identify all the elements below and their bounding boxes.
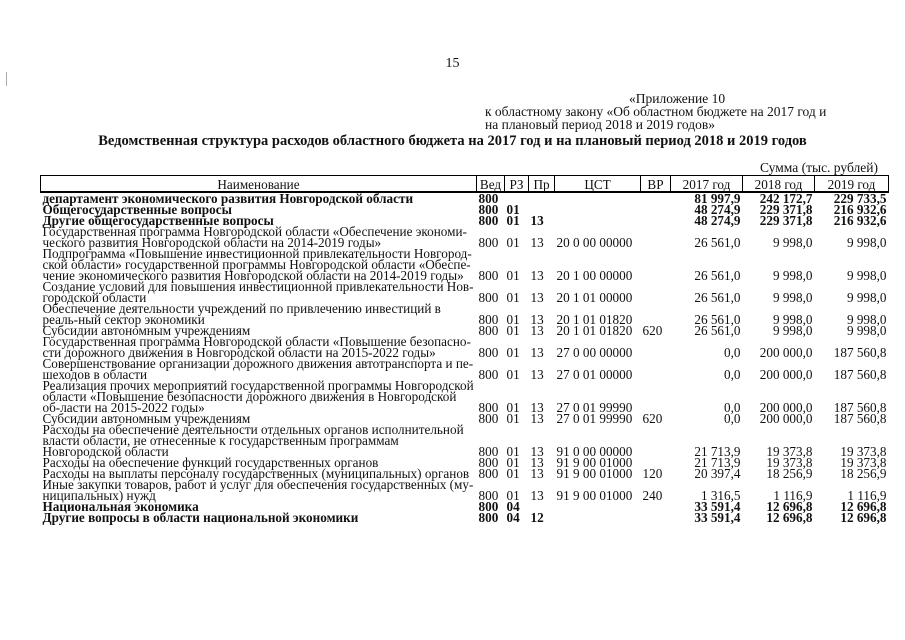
- cell-amount-2017: 33 591,4: [694, 510, 741, 525]
- cell-amount-2019: 9 998,0: [846, 312, 887, 327]
- cell-amount-2017: 26 561,0: [694, 268, 741, 283]
- cell-amount-2017: 48 274,9: [694, 213, 741, 228]
- cell-cst: 27 0 01 99990: [556, 411, 633, 426]
- cell-amount-2018: 9 998,0: [772, 312, 813, 327]
- cell-vr: [641, 248, 671, 281]
- cell-amount-2019: 1 116,9: [847, 488, 887, 503]
- cell-pr: 13: [530, 400, 544, 415]
- cell-pr: 13: [530, 367, 544, 382]
- cell-amount-2018: 1 116,9: [773, 488, 813, 503]
- cell-rz: 01: [506, 400, 520, 415]
- cell-cst: [555, 192, 641, 204]
- cell-amount-2018: 9 998,0: [772, 268, 813, 283]
- cell-cst: 27 0 01 00000: [556, 367, 633, 382]
- cell-amount-2017: 26 561,0: [694, 312, 741, 327]
- cell-ved: 800: [478, 466, 499, 481]
- table-row: [41, 226, 889, 248]
- cell-name: Обеспечение деятельности учреждений по привлечению инвестиций в реаль-ный сектор экономики: [42, 301, 441, 327]
- cell-pr: 13: [530, 213, 544, 228]
- cell-amount-2018: 12 696,8: [766, 510, 813, 525]
- cell-amount-2019: 18 256,9: [840, 466, 887, 481]
- page-number: 15: [445, 56, 460, 71]
- cell-name: департамент экономического развития Новгородской области: [42, 191, 414, 206]
- cell-amount-2018: 18 256,9: [766, 466, 813, 481]
- document-title: Ведомственная структура расходов областного бюджета на 2017 год и на плановый период 2018 и 2019 годов: [98, 133, 807, 149]
- cell-vr: [641, 281, 671, 303]
- cell-pr: 13: [530, 268, 544, 283]
- cell-amount-2017: 48 274,9: [694, 202, 741, 217]
- cell-name: Другие вопросы в области национальной экономики: [42, 510, 359, 525]
- cell-name: Субсидии автономным учреждениям: [42, 411, 251, 426]
- cell-amount-2019: 9 998,0: [846, 268, 887, 283]
- cell-amount-2018: 229 371,8: [759, 213, 813, 228]
- cell-pr: 13: [530, 312, 544, 327]
- cell-pr: 13: [530, 345, 544, 360]
- cell-amount-2018: 19 373,8: [766, 444, 813, 459]
- cell-amount-2017: 0,0: [724, 367, 741, 382]
- cell-pr: [529, 192, 555, 204]
- cell-vr: [641, 226, 671, 248]
- col-header-2018: 2018 год: [743, 176, 815, 193]
- appendix-line-2: к областному закону «Об областном бюджете на 2017 год и: [485, 104, 827, 119]
- cell-rz: 01: [506, 213, 520, 228]
- cell-name: Расходы на обеспечение деятельности отдельных органов исполнительной власти области, не отнесенные к государственным программам Новгородской области: [42, 422, 464, 459]
- cell-name: Субсидии автономным учреждениям: [42, 323, 251, 338]
- cell-amount-2018: 9 998,0: [772, 290, 813, 305]
- cell-ved: 800: [478, 488, 499, 503]
- cell-ved: 800: [478, 191, 499, 206]
- cell-amount-2017: 0,0: [724, 400, 741, 415]
- cell-amount-2018: 200 000,0: [759, 345, 813, 360]
- cell-cst: 20 1 01 00000: [556, 290, 633, 305]
- cell-vr: [641, 512, 671, 523]
- cell-ved: 800: [478, 268, 499, 283]
- cell-amount-2018: 200 000,0: [759, 367, 813, 382]
- cell-amount-2019: 12 696,8: [840, 510, 887, 525]
- cell-rz: 04: [506, 510, 520, 525]
- cell-rz: 01: [506, 268, 520, 283]
- cell-cst: [555, 215, 641, 226]
- cell-rz: 01: [506, 455, 520, 470]
- cell-vr: [641, 192, 671, 204]
- cell-vr: 240: [642, 488, 663, 503]
- table-row: [41, 512, 889, 523]
- cell-rz: 01: [506, 345, 520, 360]
- cell-vr: [641, 204, 671, 215]
- cell-name: Подпрограмма «Повышение инвестиционной привлекательности Новгород-ской области» государственной программы Новгородской области «Обеспе-чение экономического развития Новгородской области на 2014-2019 годы»: [42, 246, 472, 283]
- cell-name: Иные закупки товаров, работ и услуг для обеспечения государственных (му-ниципальных) нужд: [42, 477, 474, 503]
- cell-amount-2018: 9 998,0: [772, 323, 813, 338]
- table-row: [41, 281, 889, 303]
- cell-cst: 91 9 00 01000: [556, 455, 633, 470]
- cell-amount-2019: 187 560,8: [833, 400, 887, 415]
- cell-pr: 13: [530, 290, 544, 305]
- cell-rz: 01: [506, 202, 520, 217]
- table-body: [41, 192, 889, 523]
- cell-vr: [641, 303, 671, 325]
- cell-rz: 04: [506, 499, 520, 514]
- cell-vr: 120: [642, 466, 663, 481]
- cell-rz: 01: [506, 466, 520, 481]
- cell-pr: 13: [530, 323, 544, 338]
- cell-rz: 01: [506, 444, 520, 459]
- cell-amount-2017: 20 397,4: [694, 466, 741, 481]
- col-header-rz: РЗ: [505, 176, 529, 193]
- cell-name: Совершенствование организации дорожного движения автотранспорта и пе-шеходов в области: [42, 356, 474, 382]
- cell-ved: 800: [478, 510, 499, 525]
- col-header-pr: Пр: [529, 176, 555, 193]
- table-row: [41, 358, 889, 380]
- cell-ved: 800: [478, 400, 499, 415]
- cell-amount-2019: 19 373,8: [840, 444, 887, 459]
- cell-ved: 800: [478, 290, 499, 305]
- cell-cst: 20 1 01 01820: [556, 312, 633, 327]
- cell-cst: 20 0 00 00000: [556, 235, 633, 250]
- cell-cst: 91 9 00 01000: [556, 466, 633, 481]
- cell-amount-2019: 187 560,8: [833, 345, 887, 360]
- cell-ved: 800: [478, 202, 499, 217]
- cell-cst: 27 0 01 99990: [556, 400, 633, 415]
- cell-amount-2019: 187 560,8: [833, 367, 887, 382]
- col-header-cst: ЦСТ: [555, 176, 641, 193]
- appendix-header: [485, 92, 895, 131]
- cell-cst: [555, 512, 641, 523]
- cell-amount-2017: 21 713,9: [694, 444, 741, 459]
- cell-amount-2017: 0,0: [724, 345, 741, 360]
- cell-name: Государственная программа Новгородской области «Обеспечение экономи-ческого развития Новгородской области на 2014-2019 годы»: [42, 224, 467, 250]
- cell-pr: 13: [530, 466, 544, 481]
- cell-amount-2019: 216 932,6: [833, 213, 887, 228]
- cell-rz: 01: [506, 312, 520, 327]
- cell-ved: 800: [478, 345, 499, 360]
- cell-amount-2017: 33 591,4: [694, 499, 741, 514]
- col-header-ved: Вед: [477, 176, 505, 193]
- cell-amount-2019: 187 560,8: [833, 411, 887, 426]
- cell-vr: [641, 336, 671, 358]
- cell-amount-2018: 200 000,0: [759, 400, 813, 415]
- col-header-vr: ВР: [641, 176, 671, 193]
- cell-amount-2018: 200 000,0: [759, 411, 813, 426]
- cell-amount-2019: 229 733,5: [833, 191, 887, 206]
- cell-cst: 91 9 00 01000: [556, 488, 633, 503]
- col-header-2017: 2017 год: [671, 176, 743, 193]
- cell-ved: 800: [478, 411, 499, 426]
- cell-rz: 01: [506, 323, 520, 338]
- cell-vr: 620: [642, 323, 663, 338]
- cell-amount-2017: 81 997,9: [694, 191, 741, 206]
- cell-amount-2018: 19 373,8: [766, 455, 813, 470]
- table-row: [41, 479, 889, 501]
- cell-name: Расходы на обеспечение функций государственных органов: [42, 455, 379, 470]
- cell-pr: 13: [530, 455, 544, 470]
- cell-amount-2019: 9 998,0: [846, 323, 887, 338]
- cell-ved: 800: [478, 367, 499, 382]
- cell-ved: 800: [478, 455, 499, 470]
- cell-name: Государственная программа Новгородской области «Повышение безопасно-сти дорожного движения в Новгородской области на 2015-2022 годы»: [42, 334, 471, 360]
- table-row: [41, 303, 889, 325]
- unit-note: Сумма (тыс. рублей): [760, 160, 878, 175]
- cell-cst: 91 0 00 00000: [556, 444, 633, 459]
- cell-vr: [641, 358, 671, 380]
- cell-amount-2018: 9 998,0: [772, 235, 813, 250]
- cell-amount-2018: 242 172,7: [759, 191, 813, 206]
- cell-rz: 01: [506, 411, 520, 426]
- cell-name: Расходы на выплаты персоналу государственных (муниципальных) органов: [42, 466, 470, 481]
- cell-name: Создание условий для повышения инвестиционной привлекательности Нов-городской области: [42, 279, 474, 305]
- cell-amount-2019: 19 373,8: [840, 455, 887, 470]
- cell-amount-2017: 26 561,0: [694, 235, 741, 250]
- budget-table: [40, 175, 889, 523]
- col-header-name: Наименование: [41, 176, 477, 193]
- table-row: [41, 380, 889, 413]
- cell-pr: 12: [530, 510, 544, 525]
- appendix-line-1: «Приложение 10: [629, 91, 726, 106]
- cell-ved: 800: [478, 323, 499, 338]
- cell-pr: 13: [530, 411, 544, 426]
- table-row: [41, 248, 889, 281]
- cell-vr: [641, 424, 671, 457]
- cell-rz: 01: [506, 488, 520, 503]
- cell-cst: 27 0 00 00000: [556, 345, 633, 360]
- cell-pr: 13: [530, 235, 544, 250]
- cell-rz: 01: [506, 367, 520, 382]
- cell-name: Реализация прочих мероприятий государственной программы Новгородской области «Повышение безопасности дорожного движения в Новгородской об-ласти на 2015-2022 годы»: [42, 378, 474, 415]
- cell-amount-2017: 26 561,0: [694, 290, 741, 305]
- cell-ved: 800: [478, 235, 499, 250]
- cell-amount-2018: 229 371,8: [759, 202, 813, 217]
- cell-amount-2017: 1 316,5: [700, 488, 741, 503]
- cell-amount-2019: 9 998,0: [846, 290, 887, 305]
- cell-amount-2019: 216 932,6: [833, 202, 887, 217]
- cell-amount-2019: 12 696,8: [840, 499, 887, 514]
- cell-vr: [641, 380, 671, 413]
- cell-cst: 20 1 01 01820: [556, 323, 633, 338]
- cell-rz: 01: [506, 290, 520, 305]
- cell-pr: 13: [530, 488, 544, 503]
- cell-rz: 01: [506, 235, 520, 250]
- cell-cst: 20 1 00 00000: [556, 268, 633, 283]
- table-row: [41, 336, 889, 358]
- cell-name: Общегосударственные вопросы: [42, 202, 232, 217]
- cell-name: Национальная экономика: [42, 499, 199, 514]
- cell-ved: 800: [478, 444, 499, 459]
- margin-mark: [6, 72, 9, 86]
- col-header-2019: 2019 год: [815, 176, 889, 193]
- cell-ved: 800: [478, 213, 499, 228]
- table-header-row: [41, 176, 889, 193]
- cell-amount-2018: 12 696,8: [766, 499, 813, 514]
- cell-ved: 800: [478, 312, 499, 327]
- cell-pr: 13: [530, 444, 544, 459]
- cell-name: Другие общегосударственные вопросы: [42, 213, 274, 228]
- cell-ved: 800: [478, 499, 499, 514]
- cell-vr: [641, 215, 671, 226]
- cell-amount-2019: 9 998,0: [846, 235, 887, 250]
- cell-amount-2017: 21 713,9: [694, 455, 741, 470]
- cell-amount-2017: 26 561,0: [694, 323, 741, 338]
- table-row: [41, 424, 889, 457]
- cell-amount-2017: 0,0: [724, 411, 741, 426]
- cell-vr: 620: [642, 411, 663, 426]
- cell-cst: [555, 204, 641, 215]
- appendix-line-3: на плановый период 2018 и 2019 годов»: [485, 117, 716, 132]
